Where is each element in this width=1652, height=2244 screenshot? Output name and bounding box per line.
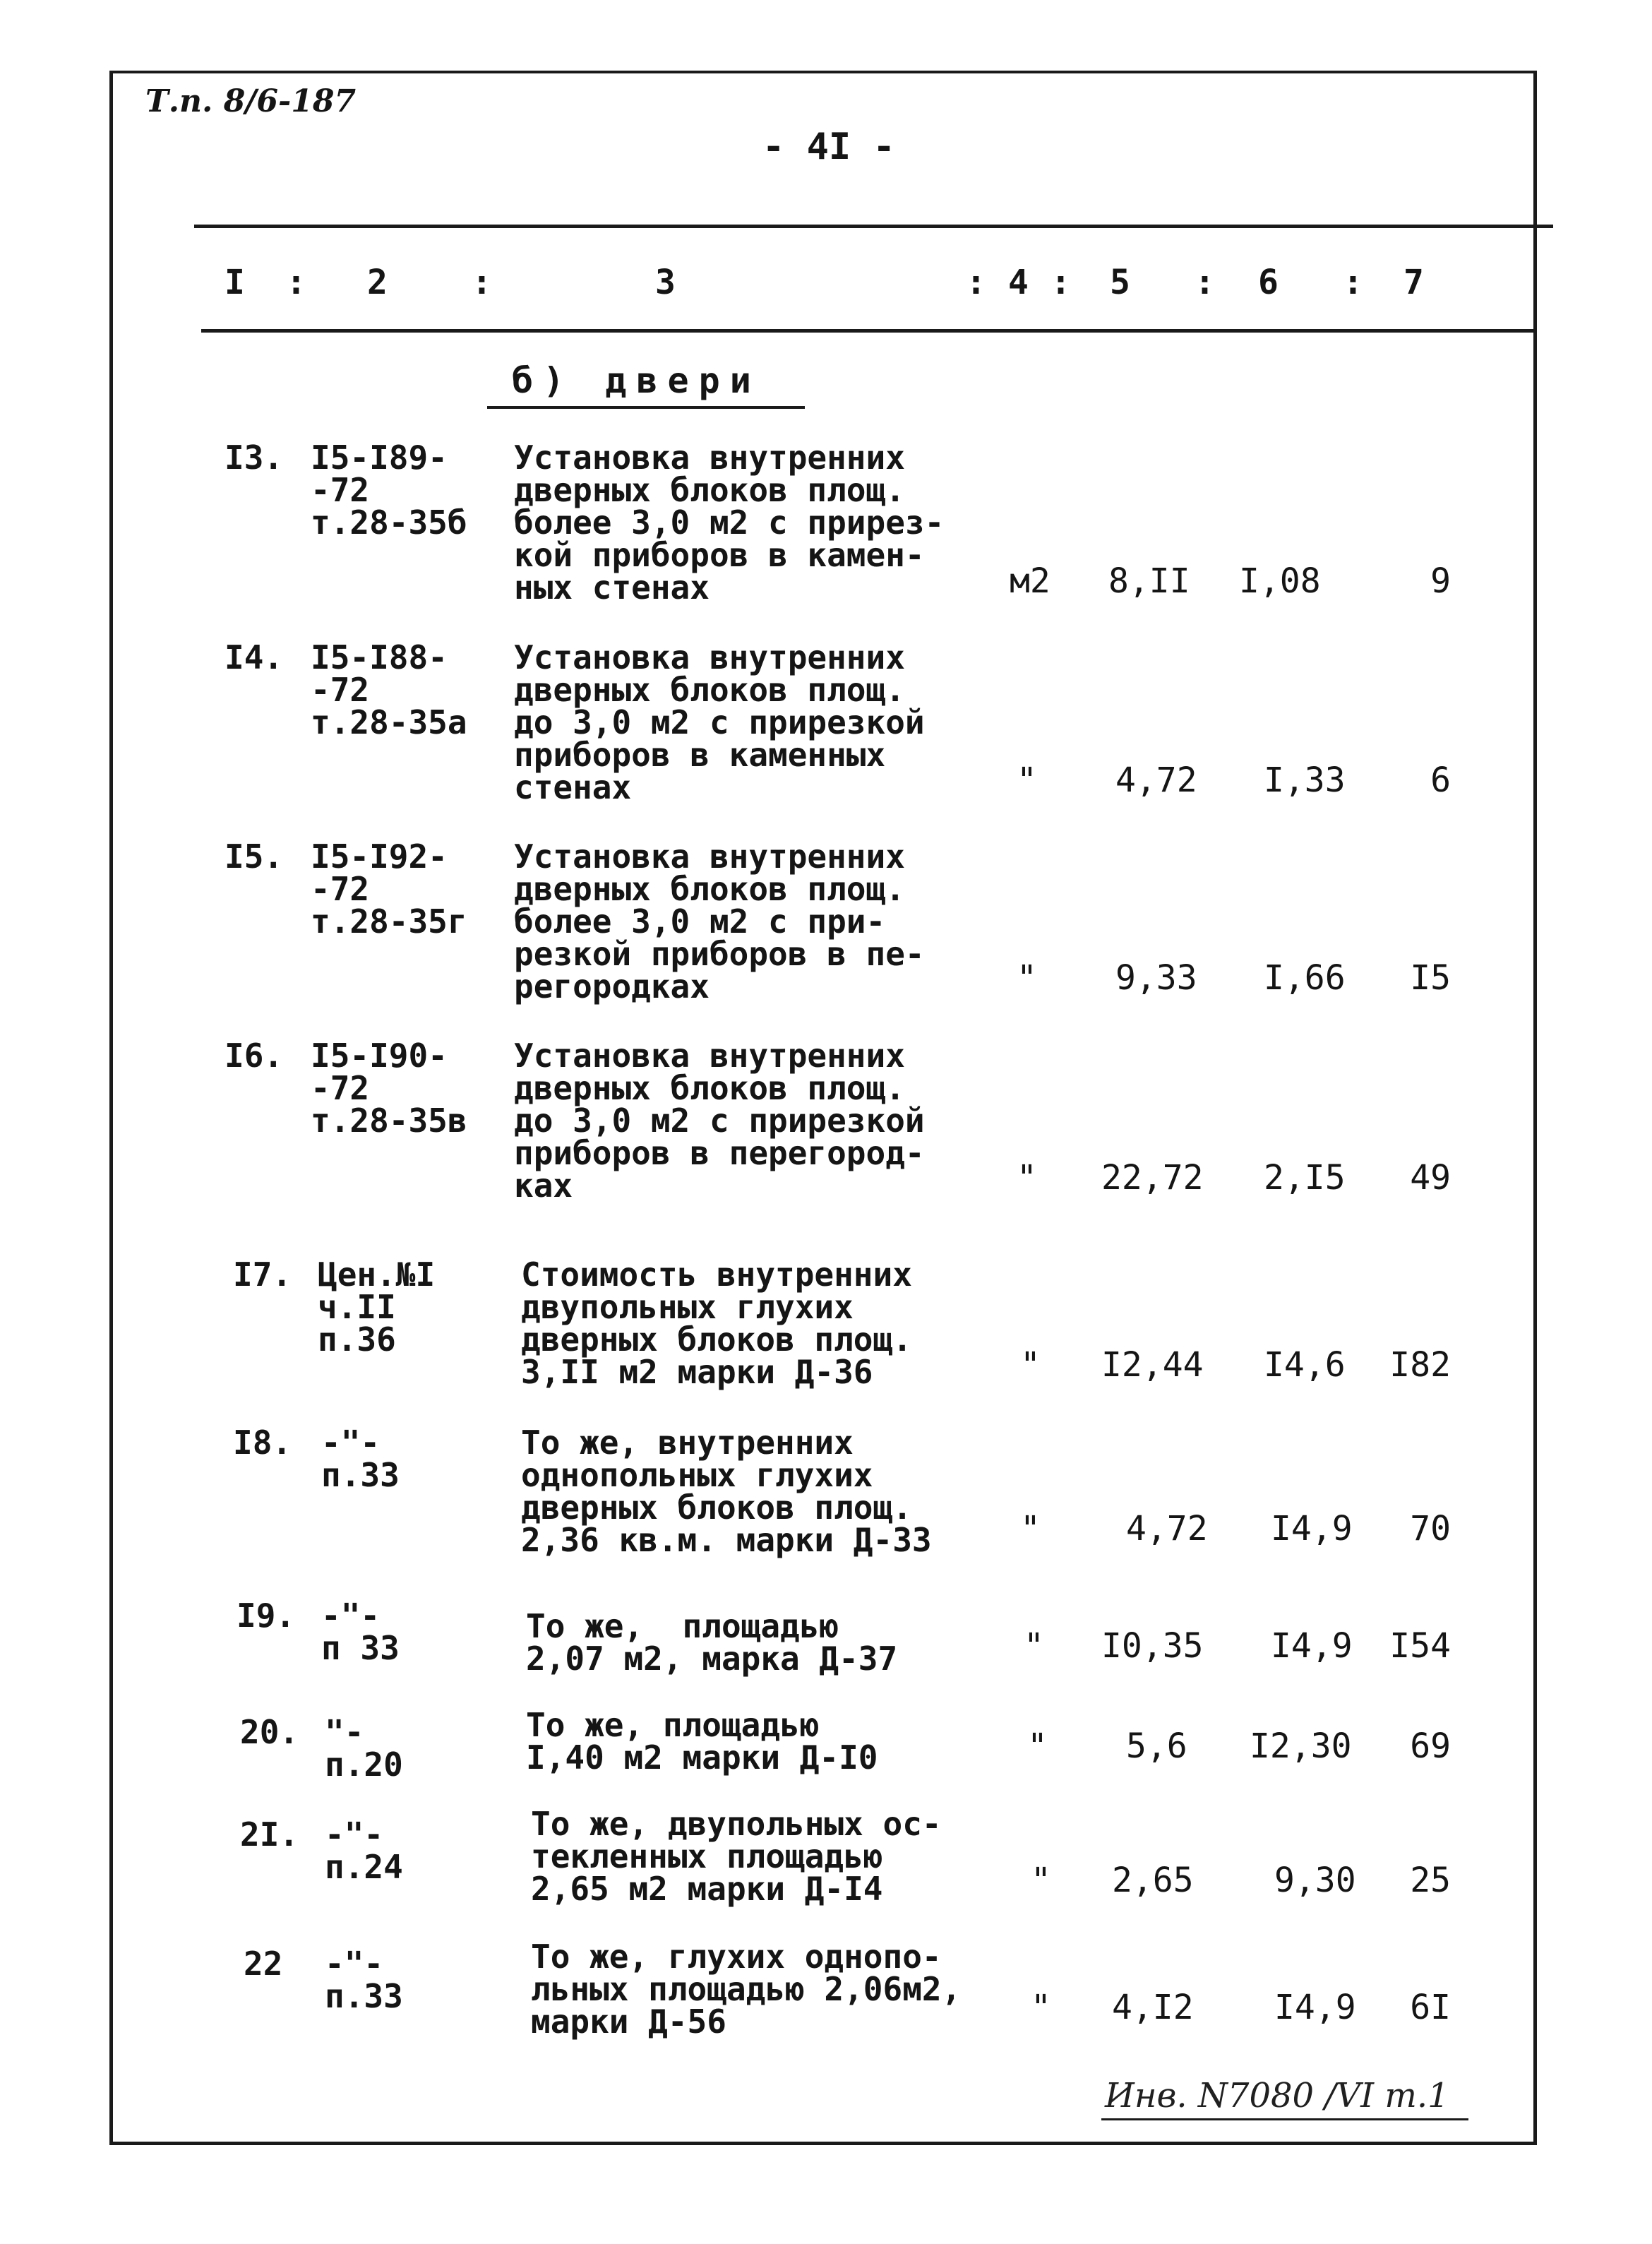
row-quantity: 22,72	[1101, 1158, 1204, 1198]
row-unit: "	[1017, 958, 1037, 998]
col-1-header: I	[225, 263, 245, 302]
page-number: - 4I -	[762, 126, 895, 168]
row-total: 25	[1410, 1861, 1451, 1900]
row-price: 2,I5	[1264, 1158, 1346, 1198]
row-quantity: 4,72	[1115, 760, 1197, 800]
row-description: Установка внутренних дверных блоков площ. до 3,0 м2 с прирезкой приборов в каменных стенах	[514, 638, 925, 806]
row-description: То же, глухих однопо- льных площадью 2,06м2, марки Д-56	[531, 1938, 962, 2041]
row-total: 70	[1410, 1509, 1451, 1548]
row-price: I2,30	[1250, 1726, 1352, 1766]
section-title-underline	[487, 406, 805, 409]
row-quantity: 9,33	[1115, 958, 1197, 998]
row-unit: "	[1031, 1861, 1051, 1900]
row-number: I6.	[225, 1037, 284, 1075]
header-bottom-rule	[201, 329, 1536, 333]
row-code: Цен.№I ч.II п.36	[318, 1255, 436, 1359]
row-price: I,66	[1264, 958, 1346, 998]
row-quantity: 4,72	[1126, 1509, 1208, 1548]
row-description: Установка внутренних дверных блоков площ. более 3,0 м2 с прирез- кой приборов в камен- ных стенах	[514, 438, 945, 607]
row-price: I,08	[1239, 561, 1321, 601]
row-code: I5-I92- -72 т.28-35г	[311, 837, 467, 941]
row-unit: "	[1024, 1626, 1044, 1666]
row-quantity: 8,II	[1108, 561, 1190, 601]
row-total: I82	[1389, 1345, 1451, 1385]
row-total: 69	[1410, 1726, 1451, 1766]
row-total: 49	[1410, 1158, 1451, 1198]
col-3-header: 3	[655, 263, 676, 302]
col-separator: :	[472, 263, 492, 302]
col-6-header: 6	[1258, 263, 1279, 302]
col-separator: :	[966, 263, 986, 302]
row-price: 9,30	[1274, 1861, 1356, 1900]
col-4-header: 4	[1008, 263, 1029, 302]
col-separator: :	[1051, 263, 1071, 302]
row-description: То же, двупольных ос- текленных площадью 2,65 м2 марки Д-I4	[531, 1805, 942, 1908]
col-7-header: 7	[1403, 263, 1424, 302]
row-description: То же, внутренних однопольных глухих дверных блоков площ. 2,36 кв.м. марки Д-33	[521, 1424, 932, 1559]
col-separator: :	[1195, 263, 1215, 302]
row-unit: "	[1020, 1509, 1041, 1548]
row-number: I9.	[237, 1597, 296, 1635]
row-unit: "	[1017, 760, 1037, 800]
row-code: -"- п.33	[321, 1424, 400, 1494]
row-unit: "	[1017, 1158, 1037, 1198]
row-code: -"- п.24	[325, 1815, 403, 1886]
row-code: I5-I88- -72 т.28-35а	[311, 638, 467, 741]
row-price: I4,9	[1271, 1509, 1353, 1548]
row-number: I8.	[233, 1424, 292, 1462]
row-number: 22	[244, 1945, 283, 1983]
col-separator: :	[286, 263, 306, 302]
row-total: 6I	[1410, 1988, 1451, 2027]
row-price: I4,9	[1271, 1626, 1353, 1666]
row-code: I5-I89- -72 т.28-35б	[311, 438, 467, 542]
inventory-underline	[1101, 2118, 1468, 2120]
row-quantity: 2,65	[1112, 1861, 1194, 1900]
row-unit: "	[1031, 1988, 1051, 2027]
col-2-header: 2	[367, 263, 388, 302]
row-total: 9	[1430, 561, 1451, 601]
row-quantity: I0,35	[1101, 1626, 1204, 1666]
row-number: 2I.	[240, 1815, 299, 1854]
row-price: I4,6	[1264, 1345, 1346, 1385]
col-5-header: 5	[1110, 263, 1130, 302]
row-code: -"- п.33	[325, 1945, 403, 2015]
col-separator: :	[1343, 263, 1363, 302]
row-code: I5-I90- -72 т.28-35в	[311, 1037, 467, 1140]
row-total: I5	[1410, 958, 1451, 998]
row-quantity: 5,6	[1126, 1726, 1187, 1766]
row-code: -"- п 33	[321, 1597, 400, 1667]
row-number: I7.	[233, 1255, 292, 1294]
document-code: Т.п. 8/6-187	[145, 83, 357, 119]
row-unit: м2	[1010, 561, 1051, 601]
row-quantity: I2,44	[1101, 1345, 1204, 1385]
row-quantity: 4,I2	[1112, 1988, 1194, 2027]
header-top-rule	[194, 225, 1553, 228]
row-number: I4.	[225, 638, 284, 676]
row-description: Стоимость внутренних двупольных глухих дверных блоков площ. 3,II м2 марки Д-36	[521, 1255, 912, 1391]
row-code: "- п.20	[325, 1713, 403, 1784]
row-unit: "	[1020, 1345, 1041, 1385]
inventory-stamp: Инв. N7080 /VI т.1	[1105, 2076, 1449, 2115]
row-number: I5.	[225, 837, 284, 876]
row-total: I54	[1389, 1626, 1451, 1666]
section-title: б) двери	[512, 360, 761, 401]
row-number: I3.	[225, 438, 284, 477]
row-description: То же, площадью 2,07 м2, марка Д-37	[526, 1607, 898, 1678]
row-number: 20.	[240, 1713, 299, 1751]
row-price: I,33	[1264, 760, 1346, 800]
row-description: То же, площадью I,40 м2 марки Д-I0	[526, 1706, 878, 1777]
row-description: Установка внутренних дверных блоков площ. до 3,0 м2 с прирезкой приборов в перегород- ках	[514, 1037, 925, 1205]
row-unit: "	[1027, 1726, 1048, 1766]
row-price: I4,9	[1274, 1988, 1356, 2027]
row-description: Установка внутренних дверных блоков площ. более 3,0 м2 с при- резкой приборов в пе- регородках	[514, 837, 925, 1005]
row-total: 6	[1430, 760, 1451, 800]
